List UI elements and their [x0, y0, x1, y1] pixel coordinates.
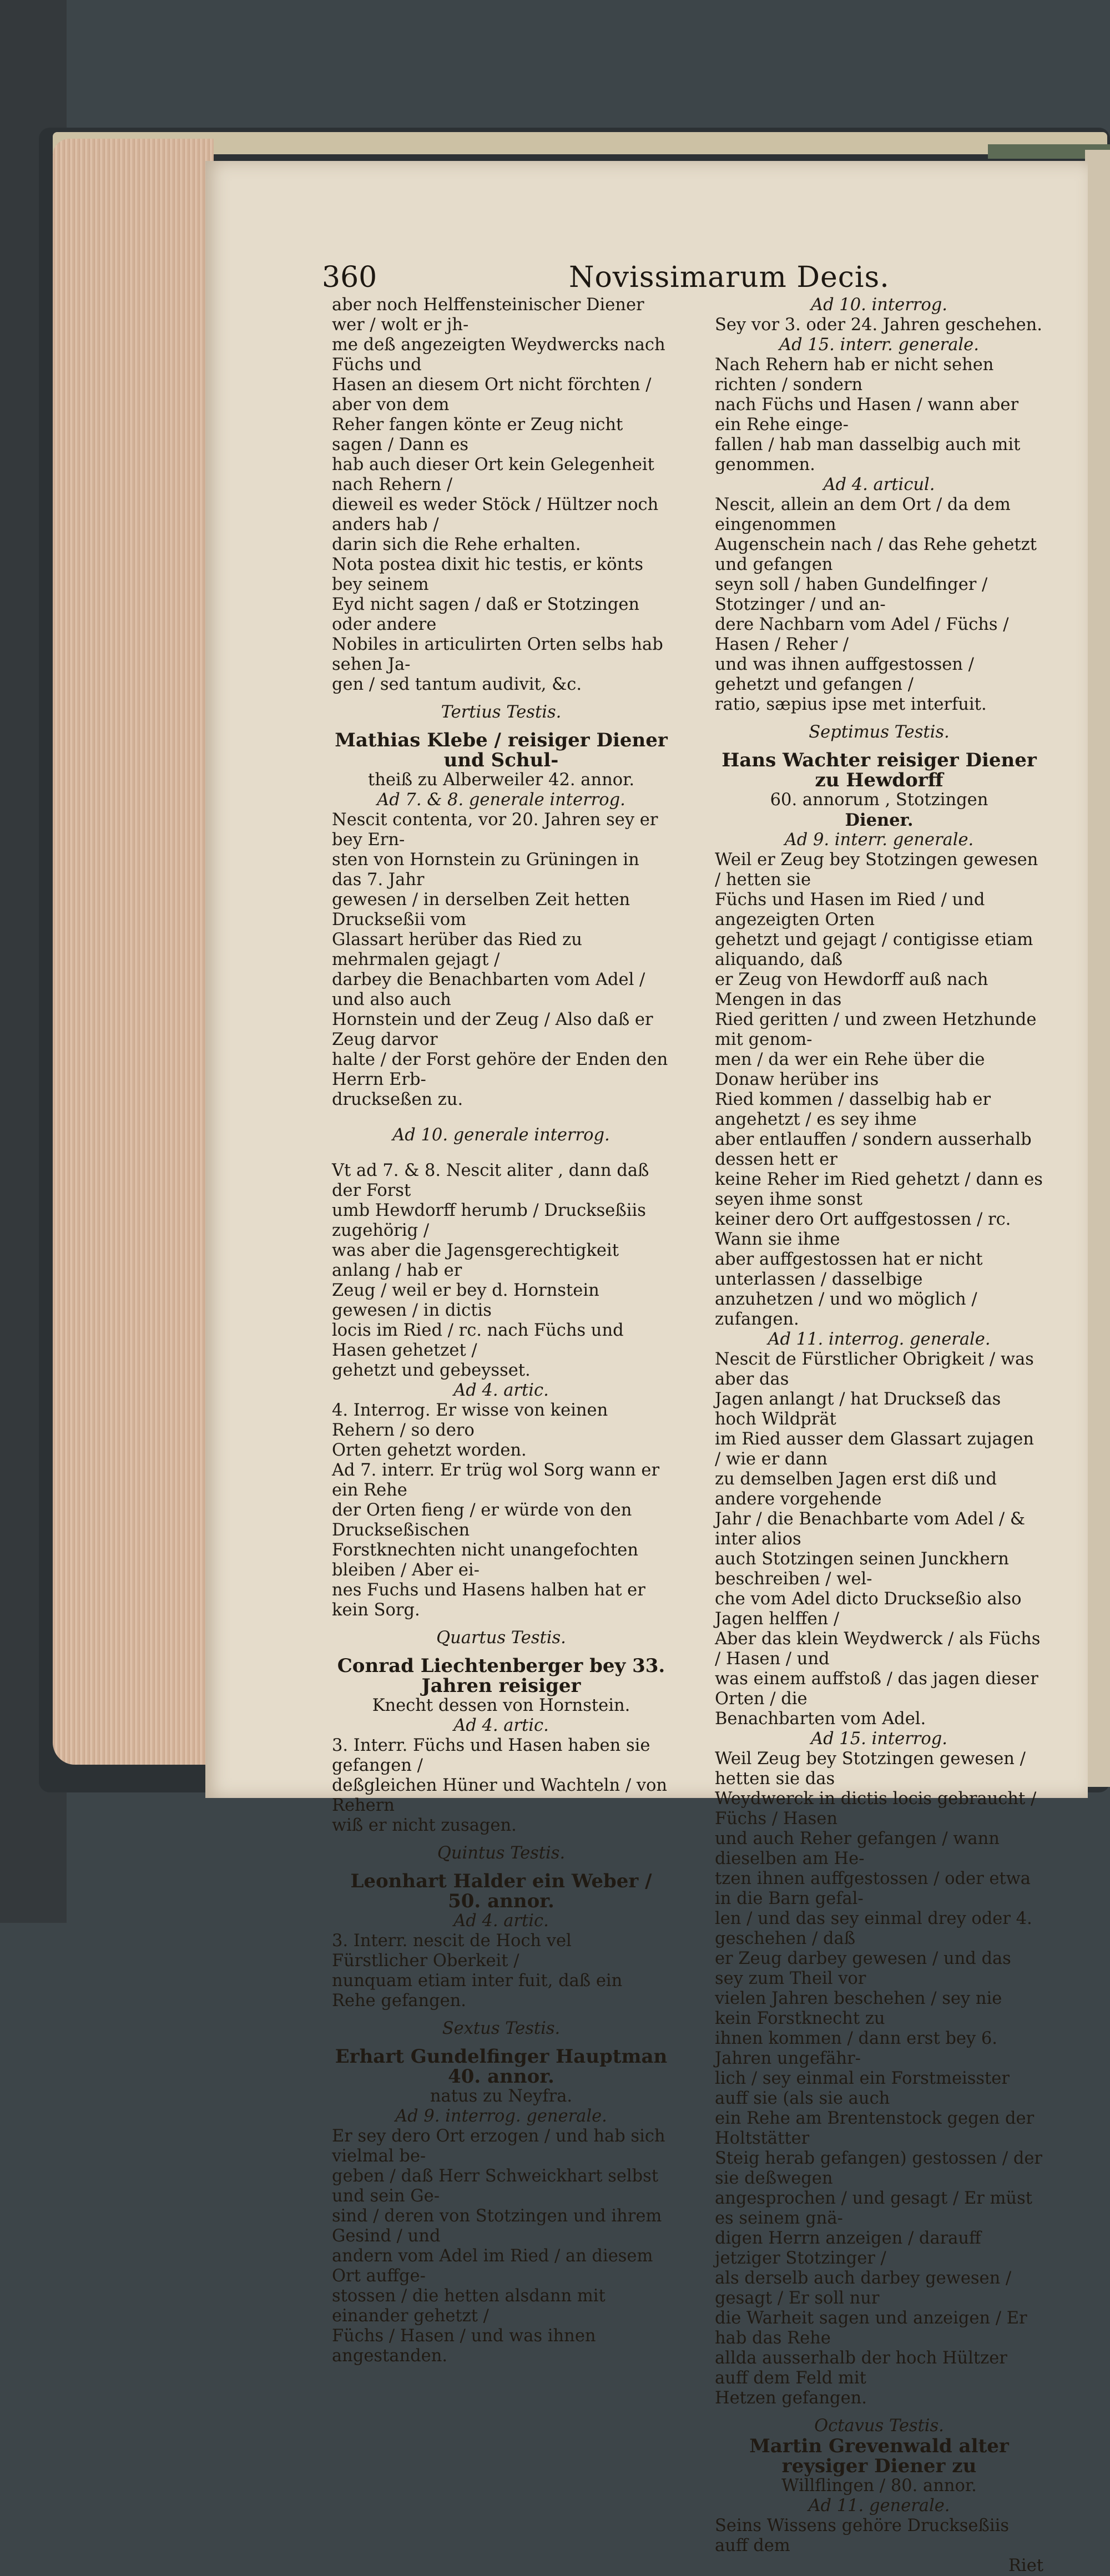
witness-detail: Knecht dessen von Hornstein. [372, 1696, 630, 1715]
text-line: Füchs und Hasen im Ried / und angezeigten Orten [715, 890, 985, 930]
question-heading: Ad 9. interrog. generale. [395, 2107, 607, 2126]
section-heading: Quintus Testis. [437, 1843, 566, 1863]
text-line: seyn soll / haben Gundelfinger / Stotzinger / und an- [715, 575, 988, 614]
question-heading: Ad 10. generale interrog. [392, 1125, 610, 1145]
text-line: Nobiles in articulirten Orten selbs hab sehen Ja- [332, 635, 663, 674]
witness-name: Hans Wachter reisiger Diener zu Hewdorff [722, 749, 1037, 791]
text-line: Ad 7. interr. Er trüg wol Sorg wann er ein Rehe [332, 1461, 660, 1500]
right-column [715, 295, 1043, 2576]
witness-detail: 60. annorum , Stotzingen [770, 790, 988, 810]
question-heading: Ad 15. interrog. [811, 1729, 947, 1749]
text-line: sten von Hornstein zu Grüningen in das 7. Jahr [332, 850, 639, 890]
question-heading: Ad 15. interr. generale. [779, 335, 979, 355]
text-line: Jagen anlangt / hat Druckseß das hoch Wildprät [715, 1390, 1001, 1429]
text-line: aber auffgestossen hat er nicht unterlassen / dasselbige [715, 1250, 983, 1289]
text-line: wiß er nicht zusagen. [332, 1816, 517, 1835]
text-line: Aber das klein Weydwerck / als Füchs / Hasen / und [715, 1629, 1041, 1669]
facing-page-edge [1085, 150, 1110, 1787]
question-heading: Ad 4. artic. [453, 1381, 549, 1400]
witness-name: Mathias Klebe / reisiger Diener und Schul- [335, 729, 668, 771]
question-heading: Ad 10. interrog. [811, 295, 947, 315]
witness-detail: Diener. [845, 810, 914, 830]
text-line: deßgleichen Hüner und Wachteln / von Rehern [332, 1776, 668, 1815]
text-line: Jahr / die Benachbarte vom Adel / & inter alios [715, 1509, 1026, 1549]
text-line: die Warheit sagen und anzeigen / Er hab das Rehe [715, 2309, 1027, 2348]
text-line: dere Nachbarn vom Adel / Füchs / Hasen / Reher / [715, 615, 1009, 654]
text-line: was einem auffstoß / das jagen dieser Orten / die [715, 1669, 1038, 1709]
witness-name: Erhart Gundelfinger Hauptman 40. annor. [335, 2045, 668, 2088]
text-line: anzuhetzen / und wo möglich / zufangen. [715, 1290, 977, 1329]
text-line: Vt ad 7. & 8. Nescit aliter , dann daß der Forst [332, 1161, 649, 1200]
text-line: ein Rehe am Brentenstock gegen der Holtstätter [715, 2109, 1035, 2148]
text-line: Benachbarten vom Adel. [715, 1709, 926, 1729]
text-line: und auch Reher gefangen / wann dieselben am He- [715, 1829, 1000, 1868]
text-line: gewesen / in derselben Zeit hetten Druckseßii vom [332, 890, 630, 930]
witness-name: Conrad Liechtenberger bey 33. Jahren reisiger [337, 1655, 665, 1697]
text-line: andern vom Adel im Ried / an diesem Ort auffge- [332, 2246, 653, 2286]
witness-name: Leonhart Halder ein Weber / 50. annor. [350, 1870, 652, 1912]
text-line: Forstknechten nicht unangefochten bleiben / Aber ei- [332, 1540, 638, 1580]
text-line: allda ausserhalb der hoch Hültzer auff dem Feld mit [715, 2348, 1007, 2388]
question-heading: Ad 4. artic. [453, 1911, 549, 1931]
text-line: auch Stotzingen seinen Junckhern beschreiben / wel- [715, 1549, 1009, 1589]
text-line: Eyd nicht sagen / daß er Stotzingen oder andere [332, 595, 640, 634]
section-heading: Sextus Testis. [442, 2019, 561, 2038]
text-line: Hasen an diesem Ort nicht förchten / aber von dem [332, 375, 652, 415]
text-line: Seins Wissens gehöre Druckseßiis auff dem [715, 2516, 1009, 2555]
text-line: nes Fuchs und Hasens halben hat er kein Sorg. [332, 1580, 645, 1620]
text-line: ihnen kommen / dann erst bey 6. Jahren ungefähr- [715, 2029, 997, 2068]
text-line: zu demselben Jagen erst diß und andere vorgehende [715, 1469, 997, 1509]
text-line: 3. Interr. nescit de Hoch vel Fürstlicher Oberkeit / [332, 1931, 572, 1971]
text-line: Sey vor 3. oder 24. Jahren geschehen. [715, 315, 1042, 335]
witness-detail: theiß zu Alberweiler 42. annor. [367, 770, 635, 790]
text-line: Nach Rehern hab er nicht sehen richten / sondern [715, 355, 994, 395]
text-line: Hetzen gefangen. [715, 2388, 867, 2408]
text-line: nunquam etiam inter fuit, daß ein Rehe gefangen. [332, 1971, 623, 2011]
text-line: Nescit contenta, vor 20. Jahren sey er bey Ern- [332, 810, 658, 850]
page-edges [53, 139, 214, 1765]
witness-name: Martin Grevenwald alter reysiger Diener zu [749, 2435, 1009, 2477]
text-line: Nescit de Fürstlicher Obrigkeit / was aber das [715, 1350, 1034, 1389]
text-line: ratio, sæpius ipse met interfuit. [715, 695, 987, 714]
question-heading: Ad 4. articul. [823, 475, 935, 494]
text-line: hab auch dieser Ort kein Gelegenheit nach Rehern / [332, 455, 654, 494]
text-line: locis im Ried / rc. nach Füchs und Hasen gehetzet / [332, 1321, 624, 1360]
text-line: Zeug / weil er bey d. Hornstein gewesen / in dictis [332, 1281, 599, 1320]
question-heading: Ad 11. generale. [808, 2496, 950, 2516]
text-line: er Zeug darbey gewesen / und das sey zum Theil vor [715, 1949, 1011, 1988]
text-line: sind / deren von Stotzingen und ihrem Gesind / und [332, 2206, 662, 2246]
text-line: Ried kommen / dasselbig hab er angehetzt / es sey ihme [715, 1090, 991, 1129]
text-line: Reher fangen könte er Zeug nicht sagen / Dann es [332, 415, 623, 454]
question-heading: Ad 7. & 8. generale interrog. [377, 790, 625, 810]
text-line: Nota postea dixit hic testis, er könts bey seinem [332, 555, 644, 594]
text-line: und was ihnen auffgestossen / gehetzt und gefangen / [715, 655, 974, 694]
witness-detail: Willflingen / 80. annor. [781, 2476, 977, 2496]
text-line: Augenschein nach / das Rehe gehetzt und gefangen [715, 535, 1037, 574]
text-line: Weydwerck in dictis locis gebraucht / Füchs / Hasen [715, 1789, 1037, 1829]
text-line: men / da wer ein Rehe über die Donaw herüber ins [715, 1050, 985, 1089]
question-heading: Ad 4. artic. [453, 1716, 549, 1735]
section-heading: Septimus Testis. [809, 723, 950, 742]
text-line: nach Füchs und Hasen / wann aber ein Rehe einge- [715, 395, 1019, 435]
text-line: gehetzt und gejagt / contigisse etiam aliquando, daß [715, 930, 1033, 969]
text-line: Nescit, allein an dem Ort / da dem eingenommen [715, 495, 1011, 534]
text-line: geben / daß Herr Schweickhart selbst und sein Ge- [332, 2166, 659, 2206]
text-line: gehetzt und gebeysset. [332, 1361, 531, 1380]
text-line: tzen ihnen auffgestossen / oder etwa in die Barn gefal- [715, 1869, 1031, 1908]
text-line: Füchs / Hasen / und was ihnen angestanden. [332, 2326, 596, 2366]
text-line: keine Reher im Ried gehetzt / dann es seyen ihme sonst [715, 1170, 1043, 1209]
text-line: lich / sey einmal ein Forstmeisster auff sie (als sie auch [715, 2069, 1010, 2108]
text-line: dieweil es weder Stöck / Hültzer noch anders hab / [332, 495, 659, 534]
text-line: als derselb auch darbey gewesen / gesagt / Er soll nur [715, 2269, 1012, 2308]
text-line: Hornstein und der Zeug / Also daß er Zeug darvor [332, 1010, 653, 1049]
text-line: er Zeug von Hewdorff auß nach Mengen in das [715, 970, 988, 1009]
section-heading: Tertius Testis. [441, 703, 562, 722]
text-line: Steig herab gefangen) gestossen / der sie deßwegen [715, 2149, 1043, 2188]
text-line: halte / der Forst gehöre der Enden den Herrn Erb- [332, 1050, 668, 1089]
text-line: der Orten fieng / er würde von den Druckseßischen [332, 1501, 632, 1540]
text-line: aber noch Helffensteinischer Diener wer / wolt er jh- [332, 295, 644, 335]
question-heading: Ad 11. interrog. generale. [768, 1330, 991, 1349]
text-line: gen / sed tantum audivit, &c. [332, 675, 582, 694]
question-heading: Ad 9. interr. generale. [784, 830, 974, 850]
text-line: darbey die Benachbarten vom Adel / und also auch [332, 970, 645, 1009]
text-line: umb Hewdorff herumb / Druckseßiis zugehörig / [332, 1201, 646, 1240]
text-line: stossen / die hetten alsdann mit einander gehetzt / [332, 2286, 606, 2326]
text-line: me deß angezeigten Weydwercks nach Füchs und [332, 335, 665, 375]
text-line: aber entlauffen / sondern ausserhalb dessen hett er [715, 1130, 1032, 1169]
running-head [322, 261, 1021, 294]
text-line: vielen Jahren beschehen / sey nie kein Forstknecht zu [715, 1989, 1002, 2028]
text-line: 4. Interrog. Er wisse von keinen Rehern / so dero [332, 1401, 608, 1440]
page-number: 360 [322, 261, 377, 294]
page-title: Novissimarum Decis. [569, 261, 890, 294]
text-line: 3. Interr. Füchs und Hasen haben sie gefangen / [332, 1736, 650, 1775]
text-line: Orten gehetzt worden. [332, 1441, 527, 1460]
text-line: fallen / hab man dasselbig auch mit genommen. [715, 435, 1021, 474]
left-column [332, 295, 670, 2366]
text-line: was aber die Jagensgerechtigkeit anlang / hab er [332, 1241, 619, 1280]
text-line: keiner dero Ort auffgestossen / rc. Wann sie ihme [715, 1210, 1011, 1249]
section-heading: Quartus Testis. [436, 1628, 566, 1648]
text-line: Ried geritten / und zween Hetzhunde mit genom- [715, 1010, 1037, 1049]
text-line: digen Herrn anzeigen / darauff jetziger Stotzinger / [715, 2229, 981, 2268]
witness-detail: natus zu Neyfra. [430, 2087, 573, 2106]
text-line: druckseßen zu. [332, 1090, 463, 1109]
text-line: Weil er Zeug bey Stotzingen gewesen / hetten sie [715, 850, 1038, 890]
catchword: Riet [1008, 2556, 1043, 2575]
text-line: angesprochen / und gesagt / Er müst es seinem gnä- [715, 2189, 1032, 2228]
text-line: im Ried ausser dem Glassart zujagen / wie er dann [715, 1430, 1034, 1469]
text-line: Glassart herüber das Ried zu mehrmalen gejagt / [332, 930, 582, 969]
text-line: len / und das sey einmal drey oder 4. geschehen / daß [715, 1909, 1032, 1948]
text-line: che vom Adel dicto Druckseßio also Jagen helffen / [715, 1589, 1022, 1629]
text-line: Er sey dero Ort erzogen / und hab sich vielmal be- [332, 2127, 665, 2166]
section-heading: Octavus Testis. [814, 2416, 944, 2436]
text-line: Weil Zeug bey Stotzingen gewesen / hetten sie das [715, 1749, 1026, 1789]
text-line: darin sich die Rehe erhalten. [332, 535, 581, 554]
